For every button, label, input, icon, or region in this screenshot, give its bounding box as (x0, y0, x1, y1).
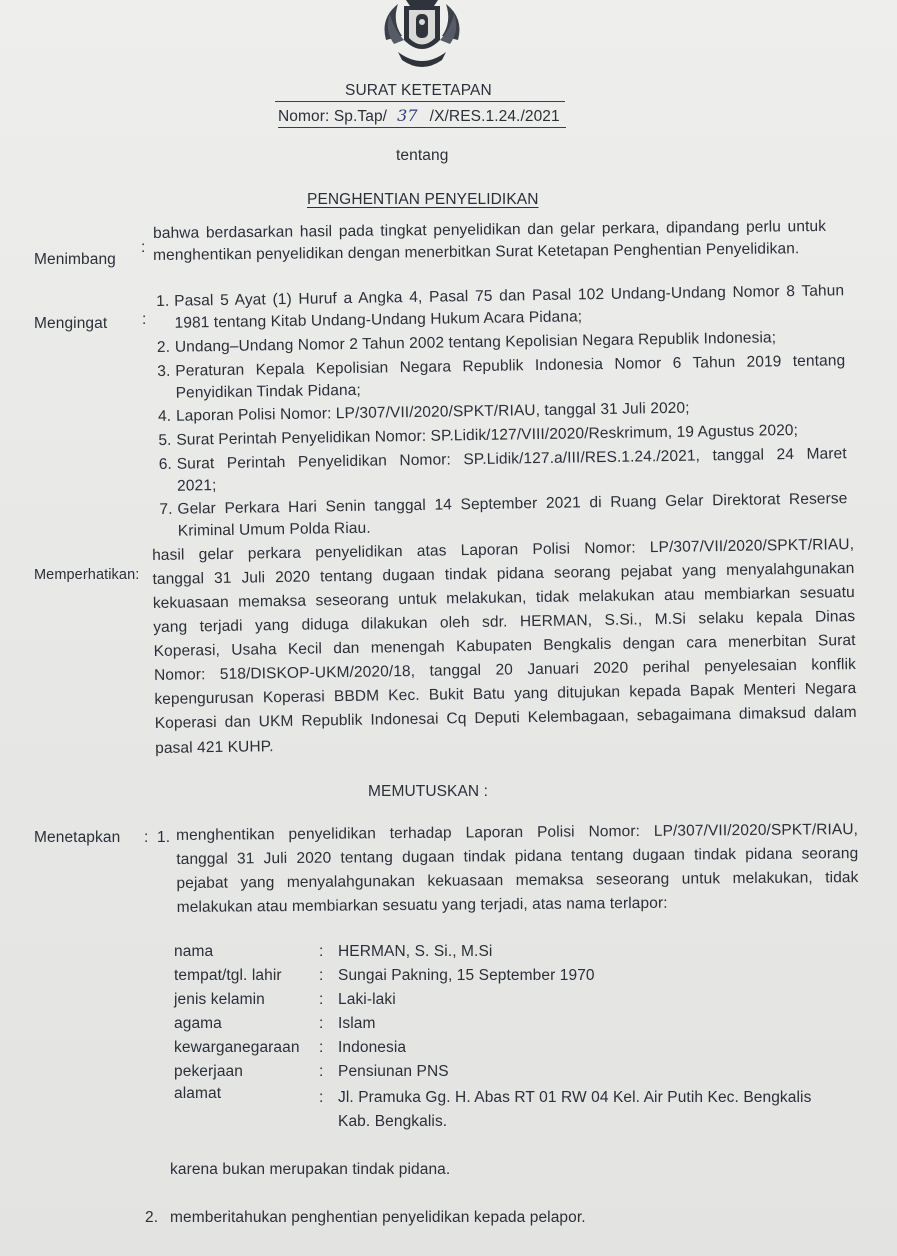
identity-label-agama: agama (174, 1015, 222, 1032)
identity-colon-kewarganegaraan: : (319, 1039, 324, 1056)
identity-label-pekerjaan: pekerjaan (174, 1063, 243, 1080)
identity-colon-ttl: : (319, 967, 324, 984)
menetapkan-line-3: pejabat yang menyalahgunakan kekuasaan memaksa seseorang untuk melakukan, tidak (176, 869, 859, 892)
mengingat-label: Mengingat (34, 315, 108, 332)
identity-colon-alamat: : (319, 1089, 324, 1106)
menetapkan-line-2: tanggal 31 Juli 2020 tentang dugaan tindak pidana tentang dugaan tindak pidana seorang (176, 845, 859, 868)
menetapkan-num-2: 2. (145, 1209, 159, 1226)
identity-label-kewarganegaraan: kewarganegaraan (174, 1039, 300, 1056)
memperhatikan-line-2: tanggal 31 Juli 2020 tentang dugaan tindak pidana seorang pejabat yang menyalahgunakan (152, 559, 855, 588)
menetapkan-item-2: memberitahukan penghentian penyelidikan kepada pelapor. (170, 1209, 586, 1226)
memperhatikan-line-1: hasil gelar perkara penyelidikan atas Laporan Polisi Nomor: LP/307/VII/2020/SPKT/RIAU, (151, 535, 855, 564)
identity-value-alamat: Jl. Pramuka Gg. H. Abas RT 01 RW 04 Kel. Air Putih Kec. Bengkalis (338, 1089, 812, 1106)
identity-value-alamat-2: Kab. Bengkalis. (338, 1113, 448, 1130)
document-title: SURAT KETETAPAN (345, 82, 492, 99)
menetapkan-colon: : (144, 829, 149, 846)
identity-label-alamat: alamat (174, 1085, 222, 1102)
menimbang-colon: : (141, 239, 146, 256)
menetapkan-line-4: melakukan atau membiarkan sesuatu yang terjadi, atas nama terlapor: (176, 894, 668, 916)
identity-value-ttl: Sungai Pakning, 15 September 1970 (338, 967, 595, 984)
mengingat-item-3-line-1: Peraturan Kepala Kepolisian Negara Republik Indonesia Nomor 6 Tahun 2019 tentang (175, 352, 846, 380)
handwritten-number: 37 (397, 106, 418, 125)
memperhatikan-label: Memperhatikan: (34, 567, 140, 583)
mengingat-num-2: 2. (156, 338, 171, 356)
memperhatikan-line-8: Koperasi dan UKM Republik Indonesai Cq Deputi Kelembagaan, sebagaimana dimaksud dalam (154, 703, 857, 732)
mengingat-item-1-line-2: 1981 tentang Kitab Undang-Undang Hukum Acara Pidana; (174, 308, 583, 332)
memperhatikan-line-9: pasal 421 KUHP. (155, 738, 274, 757)
mengingat-item-6-line-2: 2021; (176, 477, 217, 495)
menetapkan-line-1: menghentikan penyelidikan terhadap Laporan Polisi Nomor: LP/307/VII/2020/SPKT/RIAU, (175, 821, 859, 844)
mengingat-item-7-line-1: Gelar Perkara Hari Senin tanggal 14 September 2021 di Ruang Gelar Direktorat Reserse (177, 490, 848, 518)
mengingat-num-5: 5. (158, 431, 172, 449)
document-number (278, 108, 560, 125)
menetapkan-label: Menetapkan (34, 829, 121, 846)
memperhatikan-line-5: Koperasi, Usaha Kecil dan menengah Kabupaten Bengkalis dengan cara menerbitan Surat (153, 631, 856, 660)
mengingat-item-1-line-1: Pasal 5 Ayat (1) Huruf a Angka 4, Pasal 75 dan Pasal 102 Undang-Undang Nomor 8 Tahun (174, 282, 845, 310)
number-suffix: /X/RES.1.24./2021 (429, 108, 560, 125)
mengingat-num-3: 3. (157, 362, 171, 380)
identity-colon-pekerjaan: : (319, 1063, 324, 1080)
menetapkan-item-1 (175, 821, 866, 916)
mengingat-colon: : (142, 311, 147, 328)
document-subject: PENGHENTIAN PENYELIDIKAN (307, 191, 539, 208)
identity-value-agama: Islam (338, 1015, 376, 1032)
identity-colon-jenis-kelamin: : (319, 991, 324, 1008)
identity-label-nama: nama (174, 943, 214, 960)
mengingat-num-6: 6. (158, 455, 173, 473)
memperhatikan-body (151, 535, 857, 757)
tentang-label: tentang (396, 147, 449, 164)
menetapkan-num-1: 1. (157, 829, 171, 846)
memperhatikan-line-3: kekuasaan memaksa seseorang untuk melakukan, tidak melakukan atau membiarkan sesuatu (152, 583, 855, 612)
mengingat-item-2: Undang–Undang Nomor 2 Tahun 2002 tentang Kepolisian Negara Republik Indonesia; (174, 329, 777, 356)
reason-text: karena bukan merupakan tindak pidana. (170, 1161, 451, 1178)
identity-value-kewarganegaraan: Indonesia (338, 1039, 407, 1056)
menimbang-line-1: bahwa berdasarkan hasil pada tingkat penyelidikan dan gelar perkara, dipandang perlu untuk (152, 217, 827, 242)
number-prefix: Nomor: Sp.Tap/ (278, 108, 388, 125)
identity-label-ttl: tempat/tgl. lahir (174, 967, 282, 984)
identity-colon-agama: : (319, 1015, 324, 1032)
identity-colon-nama: : (319, 943, 324, 960)
identity-value-jenis-kelamin: Laki-laki (338, 991, 396, 1008)
memperhatikan-line-7: kepengurusan Koperasi BBDM Kec. Bukit Batu yang ditujukan kepada Bapak Menteri Negara (154, 679, 857, 708)
identity-value-nama: HERMAN, S. Si., M.Si (338, 943, 493, 960)
mengingat-item-6-line-1: Surat Perintah Penyelidikan Nomor: SP.Lidik/127.a/III/RES.1.24./2021, tanggal 24 Maret (176, 445, 847, 473)
menimbang-label: Menimbang (34, 251, 116, 268)
memperhatikan-line-4: yang terjadi yang diduga dilakukan oleh sdr. HERMAN, S.Si., M.Si selaku kepala Dinas (153, 607, 856, 636)
mengingat-num-7: 7. (159, 500, 173, 518)
number-rule (278, 127, 566, 128)
memperhatikan-line-6: Nomor: 518/DISKOP-UKM/2020/18, tanggal 20 Januari 2020 perihal penyelesaian konflik (153, 655, 857, 684)
mengingat-list (156, 277, 848, 540)
mengingat-num-4: 4. (157, 407, 172, 425)
memutuskan-heading: MEMUTUSKAN : (368, 783, 489, 800)
mengingat-item-7-line-2: Kriminal Umum Polda Riau. (177, 519, 371, 540)
identity-label-jenis-kelamin: jenis kelamin (174, 991, 265, 1008)
menimbang-line-2: menghentikan penyelidikan dengan menerbitkan Surat Ketetapan Penghentian Penyelidikan. (152, 240, 800, 264)
identity-value-pekerjaan: Pensiunan PNS (338, 1063, 449, 1080)
title-rule (275, 101, 565, 102)
mengingat-num-1: 1. (156, 292, 170, 310)
mengingat-item-3-line-2: Penyidikan Tindak Pidana; (175, 381, 361, 402)
mengingat-item-5: Surat Perintah Penyelidikan Nomor: SP.Lidik/127/VIII/2020/Reskrimum, 19 Agustus 2020; (176, 421, 799, 449)
mengingat-item-4: Laporan Polisi Nomor: LP/307/VII/2020/SPKT/RIAU, tanggal 31 Juli 2020; (175, 399, 690, 425)
police-emblem-icon (376, 0, 468, 74)
